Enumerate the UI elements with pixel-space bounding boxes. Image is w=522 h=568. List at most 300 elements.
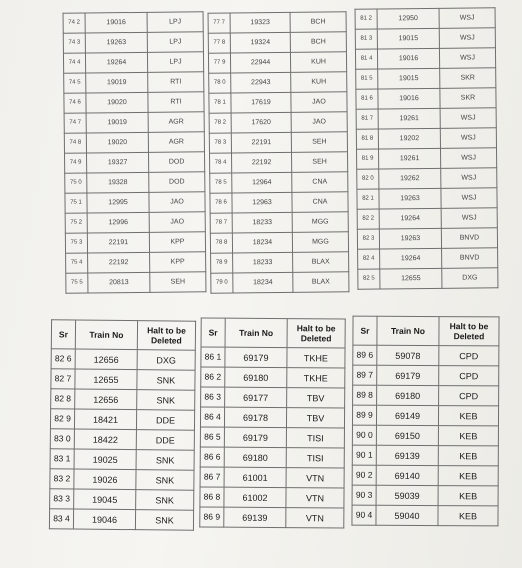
sr-cell: 90 3 [352, 485, 376, 505]
sr-cell: 86 2 [201, 367, 225, 387]
sr-cell: 78 9 [211, 253, 233, 273]
table-row [50, 429, 194, 451]
train-no-cell: 19263 [85, 32, 147, 53]
sr-cell: 81 6 [356, 89, 378, 109]
train-no-cell: 61001 [224, 467, 286, 487]
halt-cell: LPJ [147, 32, 203, 53]
halt-cell: RTI [148, 92, 204, 113]
table-row [65, 192, 205, 213]
train-no-cell: 19323 [230, 12, 290, 33]
halt-table-bottom-2 [199, 317, 345, 528]
table-body [352, 345, 499, 526]
table-row [356, 88, 496, 109]
sr-cell: 82 4 [358, 249, 380, 269]
table-row [209, 132, 347, 153]
halt-cell: SNK [135, 510, 193, 531]
sr-cell: 74 6 [64, 93, 86, 113]
table-row [358, 248, 498, 269]
halt-cell: JAO [291, 112, 347, 133]
table-row [65, 232, 205, 253]
halt-cell: CNA [292, 192, 348, 213]
table-body [200, 347, 345, 528]
halt-cell: DXG [442, 268, 498, 289]
sr-cell: 78 0 [209, 73, 231, 93]
table-row [352, 405, 498, 426]
table-row [51, 369, 195, 391]
train-no-cell: 69150 [376, 425, 438, 445]
table-row [51, 389, 195, 411]
sr-cell: 77 7 [208, 13, 230, 33]
sr-cell: 81 7 [356, 109, 378, 129]
halt-table-top-3 [355, 7, 499, 289]
train-no-cell: 20813 [88, 272, 150, 293]
table-row [356, 128, 496, 149]
sr-cell: 86 4 [200, 407, 224, 427]
train-no-cell: 22944 [230, 52, 290, 73]
halt-cell: WSJ [439, 8, 495, 29]
halt-cell: SNK [136, 470, 194, 491]
train-no-cell: 69149 [376, 405, 438, 425]
train-no-cell: 18234 [233, 272, 293, 293]
header-row [51, 320, 195, 351]
sr-cell: 83 1 [50, 449, 74, 469]
sr-cell: 82 1 [357, 189, 379, 209]
halt-cell: SEH [291, 152, 347, 173]
halt-cell: SNK [136, 490, 194, 511]
sr-cell: 86 1 [201, 347, 225, 367]
table-row [64, 92, 204, 113]
sr-cell: 86 5 [200, 427, 224, 447]
sr-cell: 86 7 [200, 467, 224, 487]
halt-cell: MGG [292, 232, 348, 253]
table-row [211, 252, 349, 273]
table-row [200, 407, 344, 428]
train-no-cell: 19019 [86, 112, 148, 133]
sr-cell: 78 7 [210, 213, 232, 233]
train-no-cell: 12656 [75, 389, 137, 410]
train-no-cell: 18234 [232, 232, 292, 253]
train-no-cell: 22943 [231, 72, 291, 93]
sr-cell: 77 8 [208, 33, 230, 53]
train-no-cell: 22192 [88, 252, 150, 273]
train-no-cell: 69179 [224, 427, 286, 447]
sr-cell: 82 6 [51, 349, 75, 369]
table-row [200, 447, 344, 468]
table-row [357, 188, 497, 209]
sr-cell: 90 0 [352, 425, 376, 445]
train-no-cell: 19020 [86, 92, 148, 113]
header-halt: Halt to be Deleted [287, 319, 345, 348]
sr-cell: 79 0 [211, 273, 233, 293]
train-no-cell: 69180 [377, 385, 439, 405]
table-row [50, 489, 194, 511]
halt-cell: TISI [286, 428, 344, 448]
sr-cell: 75 3 [65, 233, 87, 253]
sr-cell: 74 8 [64, 133, 86, 153]
table-row [50, 449, 194, 471]
sr-cell: 78 5 [210, 173, 232, 193]
table-row [201, 367, 345, 388]
train-no-cell: 19264 [380, 248, 442, 269]
train-no-cell: 19202 [378, 128, 440, 149]
table-row [65, 152, 205, 173]
table-row [65, 172, 205, 193]
header-sr: Sr [51, 320, 75, 349]
table-row [49, 509, 193, 531]
train-no-cell: 17620 [231, 112, 291, 133]
sr-cell: 78 6 [210, 193, 232, 213]
table-row [352, 425, 498, 446]
sr-cell: 78 4 [210, 153, 232, 173]
table-row [352, 445, 498, 466]
halt-cell: SNK [137, 390, 195, 411]
train-no-cell: 19016 [378, 88, 440, 109]
sr-cell: 77 9 [208, 53, 230, 73]
table-row [209, 72, 347, 93]
table-row [353, 365, 499, 386]
sr-cell: 83 2 [50, 469, 74, 489]
sr-cell: 74 2 [63, 13, 85, 33]
halt-cell: VTN [286, 508, 344, 528]
halt-cell: CPD [439, 346, 499, 366]
sr-cell: 82 0 [357, 169, 379, 189]
halt-cell: WSJ [440, 148, 496, 169]
table-row [210, 232, 348, 253]
halt-cell: VTN [286, 468, 344, 488]
table-row [210, 172, 348, 193]
halt-cell: WSJ [439, 48, 495, 69]
sr-cell: 82 8 [51, 389, 75, 409]
sr-cell: 81 8 [356, 129, 378, 149]
table-row [352, 505, 498, 526]
sr-cell: 74 7 [64, 113, 86, 133]
table-row [50, 469, 194, 491]
train-no-cell: 59039 [376, 485, 438, 505]
train-no-cell: 19327 [87, 152, 149, 173]
halt-cell: TISI [286, 448, 344, 468]
train-no-cell: 12964 [232, 172, 292, 193]
header-train-no: Train No [75, 320, 137, 350]
train-no-cell: 12963 [232, 192, 292, 213]
train-no-cell: 18422 [74, 429, 136, 450]
sr-cell: 86 8 [200, 487, 224, 507]
table-body [63, 12, 206, 293]
table-row [208, 32, 346, 53]
train-no-cell: 22192 [232, 152, 292, 173]
halt-cell: WSJ [441, 208, 497, 229]
header-halt: Halt to be Deleted [137, 321, 195, 351]
halt-cell: JAO [149, 192, 205, 213]
halt-cell: DXG [137, 350, 195, 371]
table-row [210, 152, 348, 173]
sr-cell: 81 4 [355, 49, 377, 69]
halt-cell: WSJ [441, 188, 497, 209]
halt-cell: CNA [292, 172, 348, 193]
sr-cell: 81 2 [355, 9, 377, 29]
table-row [200, 427, 344, 448]
halt-cell: TBV [286, 408, 344, 428]
sr-cell: 74 5 [64, 73, 86, 93]
train-no-cell: 12655 [75, 369, 137, 390]
train-no-cell: 19261 [378, 108, 440, 129]
train-no-cell: 69180 [225, 367, 287, 387]
halt-cell: CPD [439, 386, 499, 406]
table-row [355, 28, 495, 49]
halt-cell: SNK [137, 370, 195, 391]
table-row [66, 252, 206, 273]
halt-cell: KEB [438, 446, 498, 466]
table-row [358, 268, 498, 289]
halt-cell: DOD [148, 152, 204, 173]
train-no-cell: 12655 [380, 268, 442, 289]
halt-cell: SEH [291, 132, 347, 153]
table-row [211, 272, 349, 293]
header-row [353, 316, 499, 346]
table-row [209, 112, 347, 133]
train-no-cell: 19026 [74, 469, 136, 490]
table-row [64, 72, 204, 93]
train-no-cell: 18421 [74, 409, 136, 430]
header-halt: Halt to be Deleted [439, 317, 499, 346]
sr-cell: 81 9 [357, 149, 379, 169]
train-no-cell: 19264 [379, 208, 441, 229]
halt-cell: BLAX [293, 272, 349, 293]
halt-cell: WSJ [440, 128, 496, 149]
halt-cell: KEB [438, 466, 498, 486]
train-no-cell: 19020 [86, 132, 148, 153]
header-train-no: Train No [377, 316, 439, 345]
train-no-cell: 69177 [225, 387, 287, 407]
table-row [65, 212, 205, 233]
sr-cell: 90 2 [352, 465, 376, 485]
sr-cell: 78 1 [209, 93, 231, 113]
table-row [201, 347, 345, 368]
train-no-cell: 19025 [74, 449, 136, 470]
table-row [51, 349, 195, 371]
halt-cell: KEB [438, 406, 498, 426]
halt-cell: DDE [136, 410, 194, 431]
train-no-cell: 19016 [377, 48, 439, 69]
table-row [355, 48, 495, 69]
sr-cell: 90 4 [352, 505, 376, 525]
train-no-cell: 69179 [377, 365, 439, 385]
sr-cell: 86 3 [201, 387, 225, 407]
train-no-cell: 59040 [376, 505, 438, 525]
train-no-cell: 69180 [224, 447, 286, 467]
halt-cell: TKHE [287, 348, 345, 368]
train-no-cell: 19263 [379, 188, 441, 209]
sr-cell: 74 4 [63, 53, 85, 73]
halt-cell: CPD [439, 366, 499, 386]
train-no-cell: 12656 [75, 349, 137, 370]
sr-cell: 83 4 [49, 509, 73, 529]
sr-cell: 90 1 [352, 445, 376, 465]
halt-cell: LPJ [147, 12, 203, 33]
halt-cell: DDE [136, 430, 194, 451]
halt-cell: JAO [149, 212, 205, 233]
table-row [66, 272, 206, 293]
train-no-cell: 12996 [87, 212, 149, 233]
halt-cell: KPP [149, 232, 205, 253]
sr-cell: 82 2 [357, 209, 379, 229]
sr-cell: 86 6 [200, 447, 224, 467]
train-no-cell: 12950 [377, 8, 439, 29]
halt-cell: BCH [290, 32, 346, 53]
halt-cell: WSJ [440, 108, 496, 129]
sr-cell: 75 4 [66, 253, 88, 273]
halt-cell: VTN [286, 488, 344, 508]
table-row [353, 345, 499, 366]
table-row [353, 385, 499, 406]
sr-cell: 78 8 [210, 233, 232, 253]
table-body [49, 349, 195, 530]
table-row [210, 212, 348, 233]
train-no-cell: 19263 [379, 228, 441, 249]
halt-cell: KEB [438, 426, 498, 446]
train-no-cell: 17619 [231, 92, 291, 113]
sr-cell: 81 5 [356, 69, 378, 89]
sr-cell: 89 7 [353, 365, 377, 385]
halt-cell: SKR [440, 88, 496, 109]
header-sr: Sr [201, 318, 225, 347]
sr-cell: 86 9 [200, 507, 224, 527]
halt-cell: DOD [149, 172, 205, 193]
halt-cell: TKHE [287, 368, 345, 388]
table-row [200, 467, 344, 488]
train-no-cell: 59078 [377, 345, 439, 365]
train-no-cell: 22191 [87, 232, 149, 253]
halt-cell: KUH [290, 52, 346, 73]
table-row [209, 92, 347, 113]
table-row [355, 8, 495, 29]
train-no-cell: 19015 [378, 68, 440, 89]
halt-table-top-1 [63, 11, 207, 293]
halt-cell: SNK [136, 450, 194, 471]
sr-cell: 89 6 [353, 345, 377, 365]
table-row [208, 12, 346, 33]
header-train-no: Train No [225, 318, 287, 347]
sr-cell: 82 3 [357, 229, 379, 249]
sr-cell: 75 5 [66, 273, 88, 293]
train-no-cell: 19019 [86, 72, 148, 93]
sr-cell: 82 7 [51, 369, 75, 389]
train-no-cell: 19324 [230, 32, 290, 53]
sr-cell: 81 3 [355, 29, 377, 49]
table-row [208, 52, 346, 73]
table-row [200, 487, 344, 508]
halt-table-bottom-1 [49, 319, 196, 531]
train-no-cell: 19262 [379, 168, 441, 189]
sr-cell: 89 9 [352, 405, 376, 425]
sr-cell: 83 3 [50, 489, 74, 509]
train-no-cell: 69178 [224, 407, 286, 427]
halt-cell: BLAX [293, 252, 349, 273]
train-no-cell: 19261 [379, 148, 441, 169]
halt-cell: WSJ [439, 28, 495, 49]
table-row [357, 148, 497, 169]
halt-cell: BNVD [441, 228, 497, 249]
halt-table-bottom-3 [351, 316, 499, 527]
train-no-cell: 22191 [231, 132, 291, 153]
table-row [64, 132, 204, 153]
table-row [200, 507, 344, 528]
halt-cell: KUH [291, 72, 347, 93]
table-row [357, 208, 497, 229]
halt-cell: KEB [438, 506, 498, 526]
table-row [63, 12, 203, 33]
train-no-cell: 61002 [224, 487, 286, 507]
train-no-cell: 69179 [225, 347, 287, 367]
table-row [357, 228, 497, 249]
train-no-cell: 69139 [376, 445, 438, 465]
halt-cell: BCH [290, 12, 346, 33]
halt-cell: MGG [292, 212, 348, 233]
halt-cell: RTI [148, 72, 204, 93]
train-no-cell: 19015 [377, 28, 439, 49]
sr-cell: 78 3 [209, 133, 231, 153]
sr-cell: 75 0 [65, 173, 87, 193]
header-sr: Sr [353, 316, 377, 345]
train-no-cell: 18233 [233, 252, 293, 273]
halt-cell: SKR [440, 68, 496, 89]
header-row [201, 318, 345, 348]
train-no-cell: 19046 [73, 509, 135, 530]
sr-cell: 82 9 [50, 409, 74, 429]
table-row [357, 168, 497, 189]
halt-cell: WSJ [441, 168, 497, 189]
train-no-cell: 19016 [85, 12, 147, 33]
sr-cell: 74 3 [63, 33, 85, 53]
table-row [210, 192, 348, 213]
train-no-cell: 19264 [85, 52, 147, 73]
train-no-cell: 69139 [224, 507, 286, 527]
train-no-cell: 19045 [74, 489, 136, 510]
sr-cell: 82 5 [358, 269, 380, 289]
table-row [63, 32, 203, 53]
sr-cell: 75 2 [65, 213, 87, 233]
halt-cell: AGR [148, 132, 204, 153]
table-row [352, 465, 498, 486]
halt-cell: BNVD [442, 248, 498, 269]
train-no-cell: 19328 [87, 172, 149, 193]
train-no-cell: 69140 [376, 465, 438, 485]
halt-cell: KEB [438, 486, 498, 506]
halt-cell: LPJ [147, 52, 203, 73]
table-body [355, 8, 498, 289]
table-row [201, 387, 345, 408]
halt-cell: JAO [291, 92, 347, 113]
sr-cell: 83 0 [50, 429, 74, 449]
halt-cell: TBV [287, 388, 345, 408]
sr-cell: 74 9 [65, 153, 87, 173]
halt-cell: KPP [150, 252, 206, 273]
halt-cell: SEH [150, 272, 206, 293]
table-row [352, 485, 498, 506]
table-row [63, 52, 203, 73]
sr-cell: 89 8 [353, 385, 377, 405]
halt-cell: AGR [148, 112, 204, 133]
train-no-cell: 18233 [232, 212, 292, 233]
table-row [50, 409, 194, 431]
table-row [64, 112, 204, 133]
table-body [208, 12, 349, 293]
halt-table-top-2 [208, 11, 350, 293]
sr-cell: 75 1 [65, 193, 87, 213]
train-no-cell: 12995 [87, 192, 149, 213]
table-row [356, 108, 496, 129]
sr-cell: 78 2 [209, 113, 231, 133]
table-row [356, 68, 496, 89]
